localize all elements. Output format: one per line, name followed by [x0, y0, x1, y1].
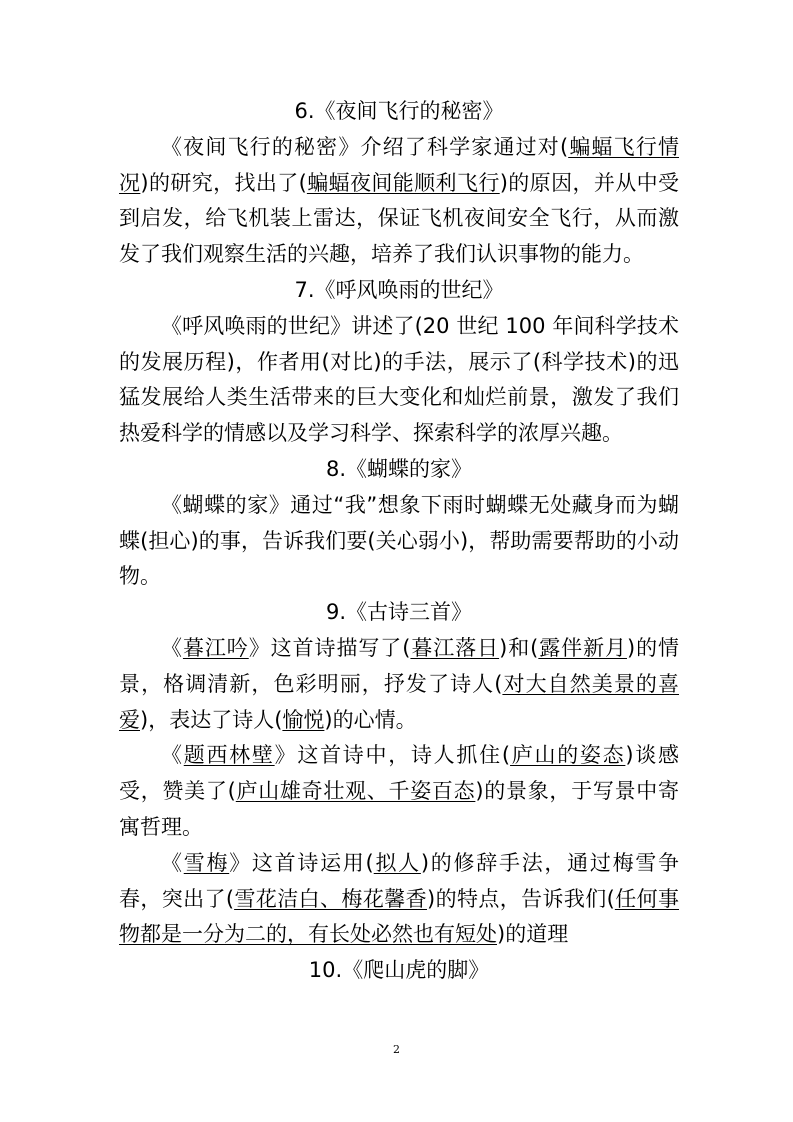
text-run: )的情景，格调清新，色彩明丽，抒发了诗人(	[119, 635, 680, 696]
section-7-title: 7.《呼风唤雨的世纪》	[294, 277, 504, 302]
section-10-title: 10.《爬山虎的脚》	[308, 958, 490, 983]
underlined-text: 雪梅	[183, 850, 230, 875]
section-7-paragraph: 《呼风唤雨的世纪》讲述了(20 世纪 100 年间科学技术的发展历程)，作者用(对比)的手法，展示了(科学技术)的迅猛发展给人类生活带来的巨大变化和灿烂前景，激发了我们热爱科学的情感以及学习科学、探索科学的浓厚兴趣。	[119, 313, 679, 446]
section-9-paragraph-3	[119, 846, 679, 953]
underlined-text: 任何事物都是一分为二的，有长处必然也有短处	[119, 886, 679, 947]
text-run: )，表达了诗人(	[140, 707, 283, 732]
section-9-paragraph-1	[119, 631, 679, 738]
text-run: )的研究，找出了(	[140, 170, 307, 195]
text-run: )的修辞手法，通过梅雪争春，突出了(	[119, 850, 680, 911]
section-9-paragraph-2	[119, 738, 679, 845]
text-run: 》这首诗中，诗人抓住(	[274, 743, 511, 768]
underlined-text: 愉悦	[282, 707, 325, 732]
underlined-text: 庐山雄奇壮观、千姿百态	[235, 779, 476, 804]
underlined-text: 对大自然美景的喜爱	[119, 671, 679, 732]
text-run: 》这首诗描写了(	[248, 635, 411, 660]
page-number: 2	[393, 1043, 400, 1056]
section-8-paragraph: 《蝴蝶的家》通过“我”想象下雨时蝴蝶无处藏身而为蝴蝶(担心)的事，告诉我们要(关心弱小)，帮助需要帮助的小动物。	[119, 492, 679, 589]
text-run: )的心情。	[324, 707, 417, 732]
underlined-text: 庐山的姿态	[510, 743, 626, 768]
page-content	[119, 94, 679, 989]
underlined-text: 题西林壁	[183, 743, 275, 768]
section-6-paragraph	[119, 130, 679, 273]
section-8-title: 8.《蝴蝶的家》	[325, 456, 473, 481]
underlined-text: 蝙蝠飞行情况	[119, 134, 679, 195]
section-9-title: 9.《古诗三首》	[325, 600, 473, 625]
underlined-text: 暮江落日	[410, 635, 500, 660]
text-run: )和(	[499, 635, 539, 660]
text-run: )的原因，并从中受到启发，给飞机装上雷达，保证飞机夜间安全飞行，从而激发了我们观察生活的兴趣，培养了我们认识事物的能力。	[119, 170, 679, 267]
text-run: 》这首诗运用(	[229, 850, 374, 875]
underlined-text: 雪花洁白、梅花馨香	[234, 886, 427, 911]
text-run: )的道理	[497, 922, 569, 947]
underlined-text: 蝙蝠夜间能顺利飞行	[306, 170, 500, 195]
underlined-text: 暮江吟	[182, 635, 249, 660]
text-run: )谈感受，赞美了(	[119, 743, 680, 804]
underlined-text: 拟人	[373, 850, 421, 875]
text-run: 《	[161, 635, 183, 660]
text-run: 《	[161, 850, 184, 875]
text-run: 《夜间飞行的秘密》介绍了科学家通过对(	[161, 134, 569, 159]
underlined-text: 露伴新月	[538, 635, 627, 660]
text-run: )的景象，于写景中寄寓哲理。	[119, 779, 680, 839]
text-run: )的特点，告诉我们(	[426, 886, 615, 911]
text-run: 《	[161, 743, 184, 768]
section-6-title: 6.《夜间飞行的秘密》	[294, 99, 504, 123]
